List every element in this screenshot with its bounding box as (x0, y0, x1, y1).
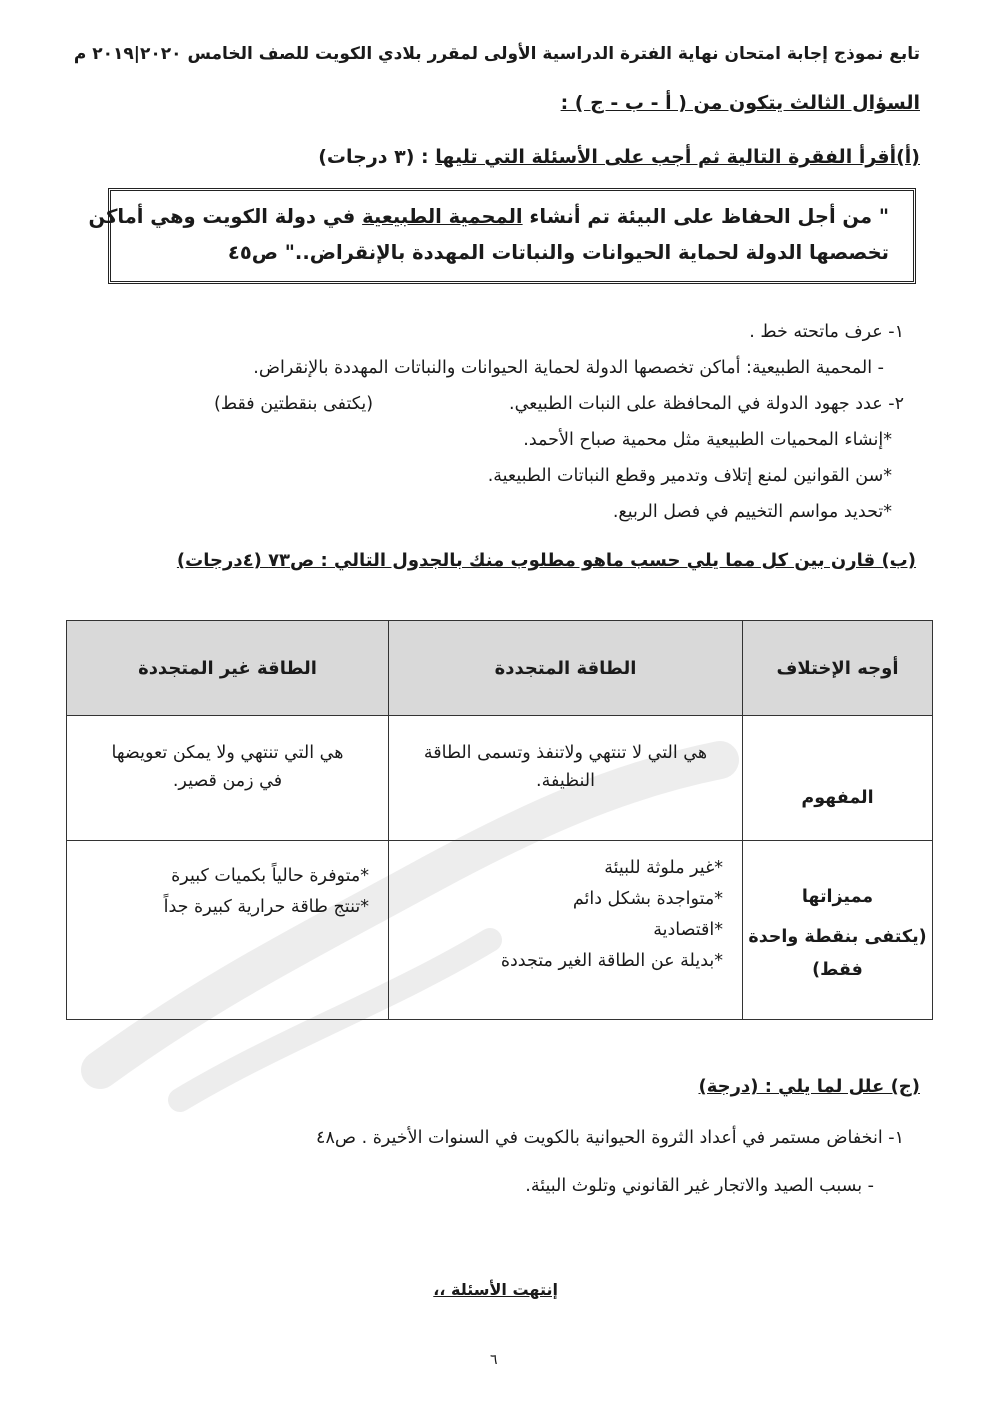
cell-nonrenewable-features (67, 841, 389, 1020)
table-header-row (67, 621, 933, 716)
page-number: ٦ (490, 1352, 498, 1368)
list-item: *متوفرة حالياً بكميات كبيرة (171, 866, 369, 886)
row-label-features (743, 841, 933, 1020)
passage-text-b: في دولة الكويت وهي أماكن (88, 205, 363, 228)
answer-a2-item: *تحديد مواسم التخييم في فصل الربيع. (612, 502, 892, 522)
cell-line: هي التي تنتهي ولا يمكن تعويضها (111, 743, 344, 763)
cell-line: في زمن قصير. (172, 771, 283, 791)
answer-a1: - المحمية الطبيعية: أماكن تخصصها الدولة لحماية الحيوانات والنباتات المهددة بالإنقراض. (253, 358, 884, 378)
answer-a2-item: *سن القوانين لمنع إتلاف وتدمير وقطع النباتات الطبيعية. (487, 466, 892, 486)
question-3-heading: السؤال الثالث يتكون من ( أ - ب - ج ) : (560, 92, 920, 114)
answer-a2-item: *إنشاء المحميات الطبيعية مثل محمية صباح الأحمد. (523, 430, 892, 450)
question-a2: ٢- عدد جهود الدولة في المحافظة على النبات الطبيعي. (509, 394, 904, 414)
comparison-table (66, 620, 933, 1020)
table-row-concept (67, 716, 933, 841)
passage-text-a: " من أجل الحفاظ على البيئة تم أنشاء (522, 205, 889, 228)
passage-underlined-term: المحمية الطبيعية (362, 205, 523, 228)
cell-nonrenewable-concept (67, 716, 389, 841)
answer-c1: - بسبب الصيد والاتجار غير القانوني وتلوث البيئة. (525, 1176, 874, 1196)
question-a2-note: (يكتفى بنقطتين فقط) (214, 394, 374, 414)
features-note-line: (يكتفى بنقطة واحدة (748, 927, 927, 947)
features-note-line: فقط) (812, 960, 863, 980)
question-c1: ١- انخفاض مستمر في أعداد الثروة الحيوانية بالكويت في السنوات الأخيرة . ص٤٨ (316, 1128, 904, 1148)
question-a1: ١- عرف ماتحته خط . (749, 322, 904, 342)
list-item: *متواجدة بشكل دائم (572, 889, 723, 909)
passage-box (88, 188, 916, 284)
header-nonrenewable: الطاقة غير المتجددة (67, 621, 389, 716)
part-a-prefix: (أ) (896, 146, 920, 168)
list-item: *اقتصادية (653, 920, 723, 940)
list-item: *بديلة عن الطاقة الغير متجددة (500, 951, 723, 971)
list-item: *غير ملوثة للبيئة (604, 858, 723, 878)
cell-renewable-concept (389, 716, 743, 841)
table-row-features (67, 841, 933, 1020)
cell-line: النظيفة. (536, 771, 595, 791)
part-b-heading: (ب) قارن بين كل مما يلي حسب ماهو مطلوب منك بالجدول التالي : ص٧٣ (٤درجات) (176, 550, 916, 571)
cell-line: هي التي لا تنتهي ولاتنفذ وتسمى الطاقة (423, 743, 708, 763)
cell-renewable-features (389, 841, 743, 1020)
page-header: تابع نموذج إجابة امتحان نهاية الفترة الدراسية الأولى لمقرر بلادي الكويت للصف الخامس ٢٠٢٠|٢٠١٩ م (73, 44, 920, 64)
part-a-marks: : (٣ درجات) (318, 146, 429, 168)
features-label: مميزاتها (801, 887, 874, 907)
row-label-concept (743, 716, 933, 841)
passage-line-1 (89, 205, 889, 228)
part-c-heading: (ج) علل لما يلي : (درجة) (698, 1076, 920, 1097)
end-of-questions: إنتهت الأسئلة ،، (433, 1280, 558, 1299)
concept-label: المفهوم (801, 788, 874, 808)
part-a-instruction: أقرأ الفقرة التالية ثم أجب على الأسئلة التي تليها (435, 146, 897, 168)
part-a-heading (318, 146, 920, 168)
header-renewable: الطاقة المتجددة (389, 621, 743, 716)
list-item: *تنتج طاقة حرارية كبيرة جداً (163, 897, 369, 917)
passage-line-2: تخصصها الدولة لحماية الحيوانات والنباتات المهددة بالإنقراض.." ص٤٥ (227, 241, 889, 264)
header-differences: أوجه الإختلاف (743, 621, 933, 716)
